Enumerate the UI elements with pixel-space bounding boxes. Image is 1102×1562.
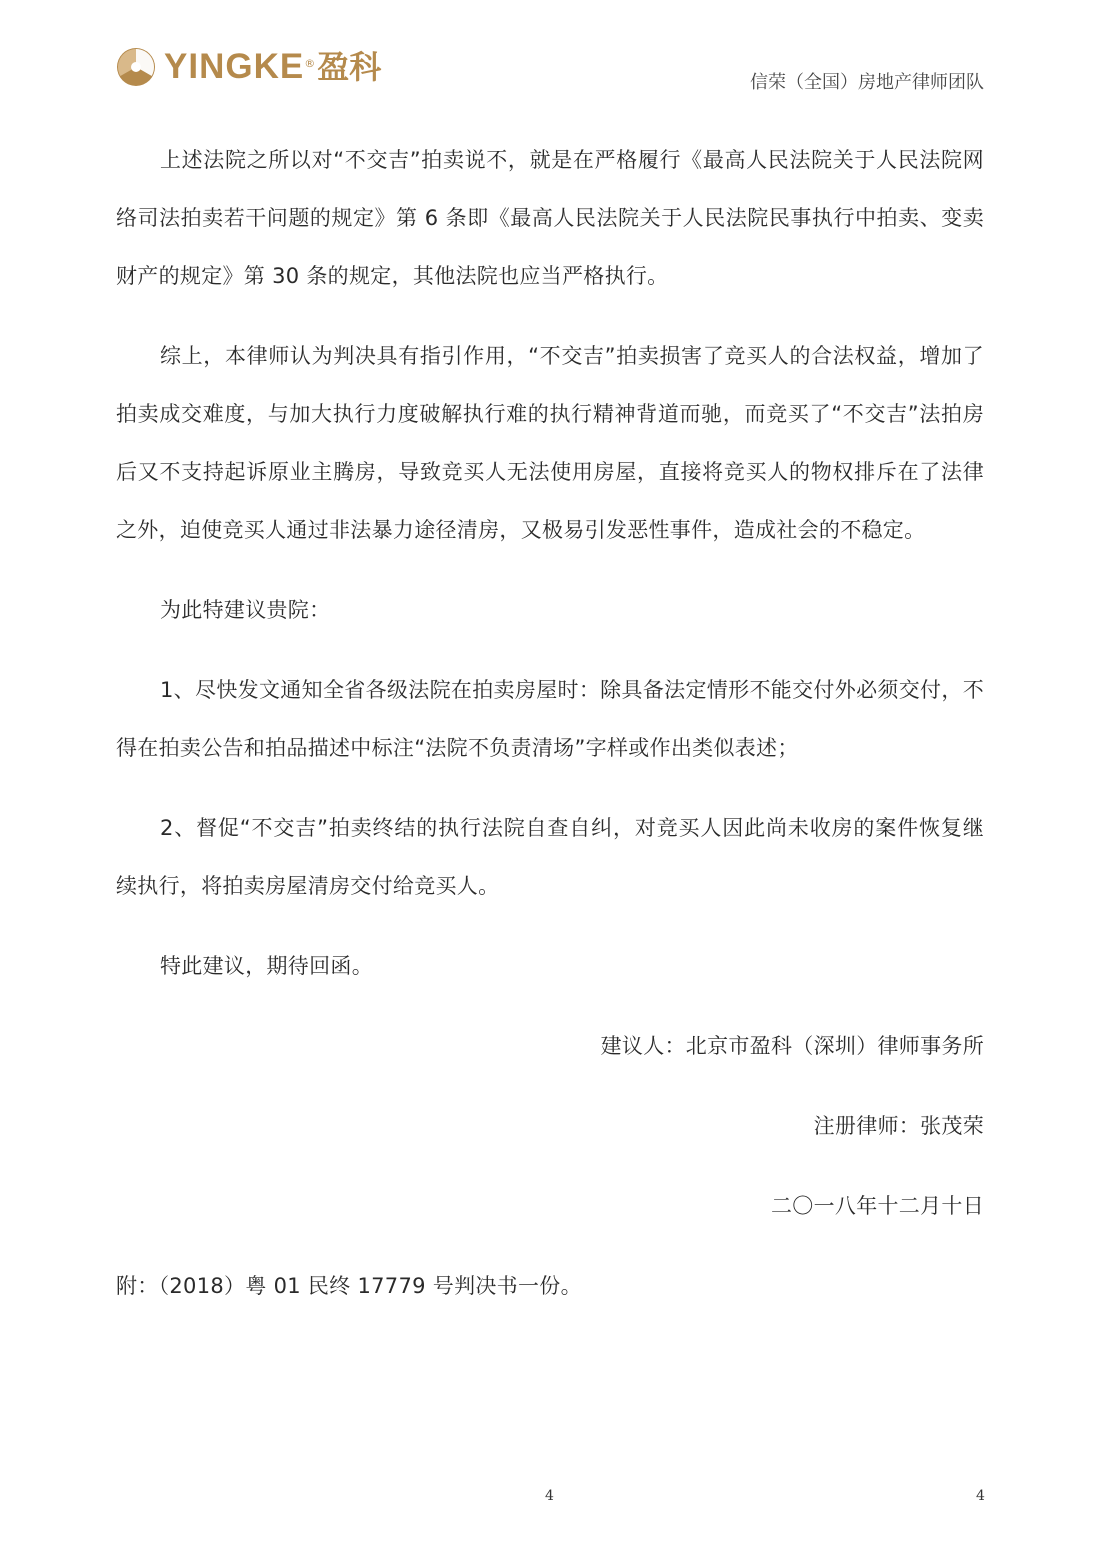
yingke-logo [116,44,381,90]
team-name: 信荣（全国）房地产律师团队 [750,72,984,93]
closing-statement: 特此建议，期待回函。 [160,954,373,978]
document-body [116,131,984,1315]
proposal-item-2: 2、督促“不交吉”拍卖终结的执行法院自查自纠，对竞买人因此尚未收房的案件恢复继续执行，将拍卖房屋清房交付给竞买人。 [116,816,984,898]
logo-wordmark: YINGKE [164,47,305,86]
page-number-center: 4 [545,1488,554,1504]
page-number-right: 4 [976,1488,985,1504]
registered-mark: ® [304,56,316,70]
logo-chinese-name: 盈科 [317,48,382,86]
attachment-note: 附：（2018）粤 01 民终 17779 号判决书一份。 [116,1274,582,1298]
paragraph-conclusion: 综上，本律师认为判决具有指引作用，“不交吉”拍卖损害了竞买人的合法权益，增加了拍卖成交难度，与加大执行力度破解执行难的执行精神背道而驰，而竞买了“不交吉”法拍房后又不支持起诉原业主腾房，导致竞买人无法使用房屋，直接将竞买人的物权排斥在了法律之外，迫使竞买人通过非法暴力途径清房，又极易引发恶性事件，造成社会的不稳定。 [116,344,984,542]
proposer-signature: 建议人：北京市盈科（深圳）律师事务所 [600,1034,984,1058]
yingke-logo-icon [116,47,156,87]
proposal-item-1: 1、尽快发文通知全省各级法院在拍卖房屋时：除具备法定情形不能交付外必须交付，不得在拍卖公告和拍品描述中标注“法院不负责清场”字样或作出类似表述； [116,678,984,760]
lawyer-signature: 注册律师：张茂荣 [813,1114,984,1138]
paragraph-proposal-intro: 为此特建议贵院： [160,598,331,622]
document-date: 二〇一八年十二月十日 [771,1194,984,1218]
paragraph-court-rationale: 上述法院之所以对“不交吉”拍卖说不，就是在严格履行《最高人民法院关于人民法院网络司法拍卖若干问题的规定》第 6 条即《最高人民法院关于人民法院民事执行中拍卖、变卖财产的规定》第 30 条的规定，其他法院也应当严格执行。 [116,148,984,288]
page-header [0,0,1102,120]
